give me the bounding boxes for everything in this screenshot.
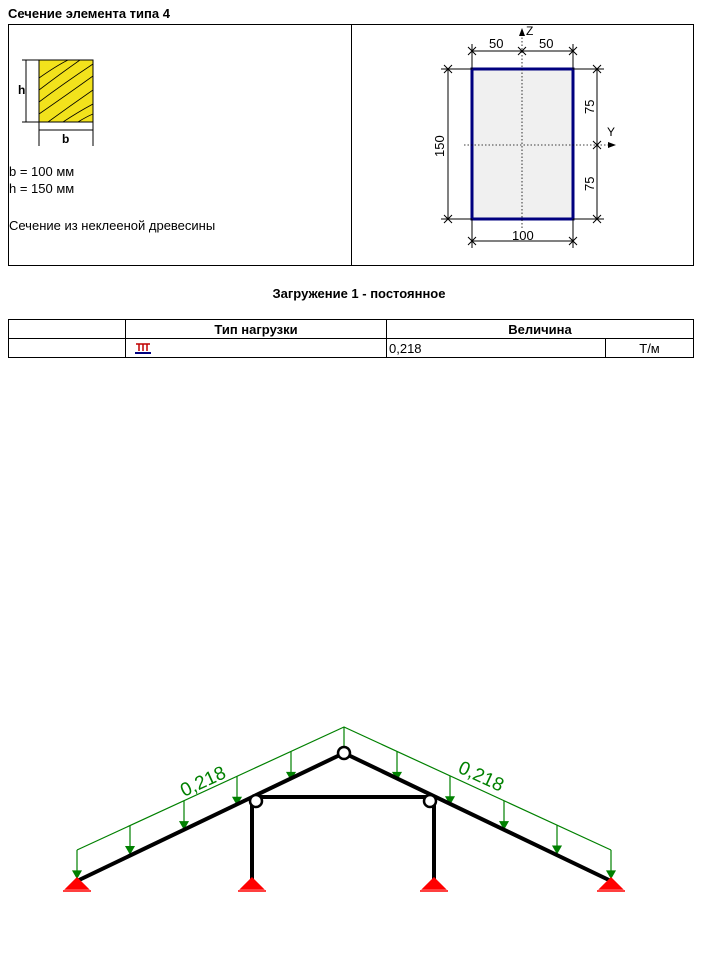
load-unit-cell: Т/м: [606, 339, 694, 358]
hinge-ridge: [338, 747, 350, 759]
wood-section-panel: [8, 24, 351, 266]
hinge-right: [424, 795, 436, 807]
b-symbol: b: [62, 132, 70, 146]
load-label-right: 0,218: [454, 757, 507, 797]
section-drawing: [352, 24, 694, 266]
header-value: Величина: [387, 320, 694, 339]
axis-z-label: Z: [526, 24, 534, 38]
load-label-left: 0,218: [177, 762, 230, 802]
table-row: [9, 339, 694, 358]
dim-right-bottom: 75: [582, 176, 597, 191]
axis-y-label: Y: [607, 125, 616, 139]
frame-diagram: [0, 700, 718, 910]
supports: [63, 878, 625, 891]
loadcase-title: Загружение 1 - постоянное: [272, 286, 446, 301]
hinge-left: [250, 795, 262, 807]
load-value-cell: 0,218: [387, 339, 606, 358]
section-title: Сечение элемента типа 4: [8, 6, 170, 21]
section-rectangle: [472, 69, 573, 219]
load-table-header: [9, 320, 694, 339]
load-table: [8, 319, 694, 358]
h-symbol: h: [18, 83, 26, 97]
dim-top-left: 50: [489, 36, 504, 51]
b-value-line: b = 100 мм: [9, 164, 75, 179]
dim-bottom: 100: [512, 228, 534, 243]
material-text: Сечение из неклееной древесины: [9, 218, 216, 233]
frame-members: [77, 753, 611, 881]
load-type-cell: [126, 339, 387, 358]
h-value-line: h = 150 мм: [9, 181, 75, 196]
header-load-type: Тип нагрузки: [126, 320, 387, 339]
uniform-load-icon: [134, 340, 154, 356]
dim-right-top: 75: [582, 99, 597, 114]
dim-left: 150: [432, 135, 447, 157]
dim-top-right: 50: [539, 36, 554, 51]
